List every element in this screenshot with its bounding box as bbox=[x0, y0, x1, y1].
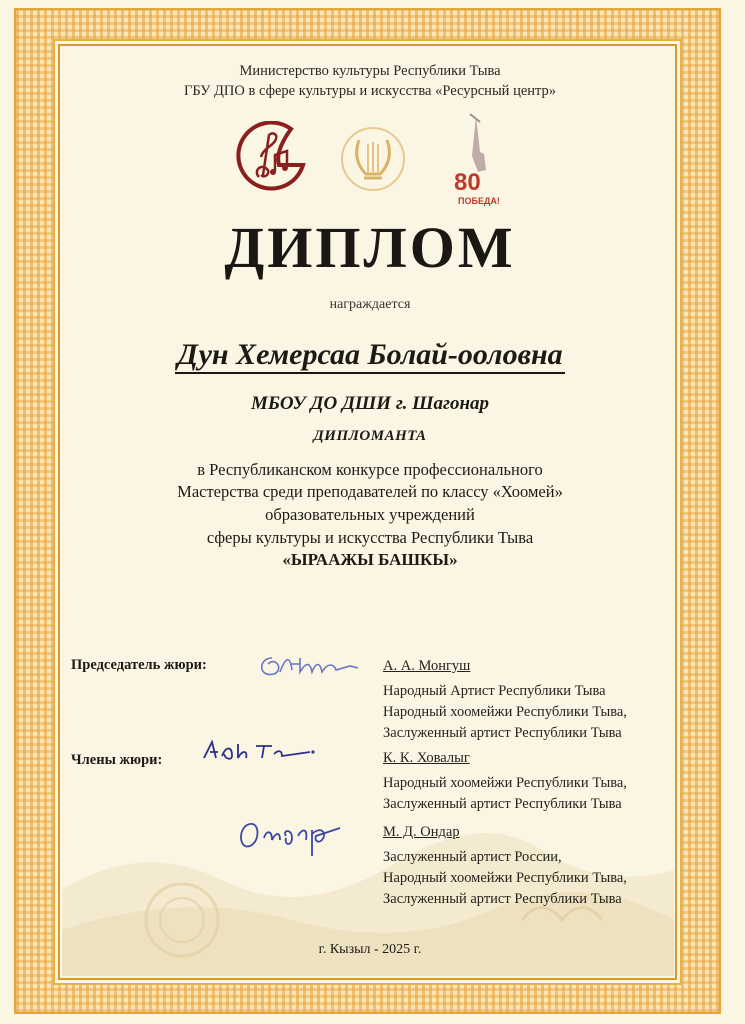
description-line-2: Мастерства среди преподавателей по классу «Хоомей» bbox=[177, 482, 563, 501]
recipient-name bbox=[60, 338, 680, 372]
victory-number: 80 bbox=[454, 169, 481, 196]
description-line-1: в Республиканском конкурсе профессионального bbox=[197, 460, 543, 479]
header-organization: ГБУ ДПО в сфере культуры и искусства «Ресурсный центр» bbox=[183, 83, 557, 99]
member-title: Народный хоомейжи Республики Тыва, bbox=[383, 870, 627, 886]
place-date: г. Кызыл - 2025 г. bbox=[318, 942, 422, 957]
jury-member-1 bbox=[383, 656, 627, 744]
lyre-logo-icon bbox=[336, 124, 410, 194]
member-title: Народный хоомейжи Республики Тыва, bbox=[383, 704, 627, 720]
member-title: Заслуженный артист Республики Тыва bbox=[383, 891, 622, 907]
chair-signature bbox=[254, 648, 366, 682]
diploma-title: ДИПЛОМ bbox=[224, 215, 516, 280]
awarded-label: награждается bbox=[329, 297, 411, 312]
member-name: М. Д. Ондар bbox=[383, 824, 460, 840]
recipient-name-text: Дун Хемерсаа Болай-ооловна bbox=[175, 338, 564, 374]
jury-member-2 bbox=[383, 748, 627, 815]
chair-label: Председатель жюри: bbox=[71, 657, 207, 673]
member-title: Народный хоомейжи Республики Тыва, bbox=[383, 775, 627, 791]
member-title: Народный Артист Республики Тыва bbox=[383, 683, 606, 699]
members-label: Члены жюри: bbox=[71, 752, 163, 768]
music-note-logo-icon bbox=[235, 121, 309, 195]
member-title: Заслуженный артист Республики Тыва bbox=[383, 725, 622, 741]
header-ministry: Министерство культуры Республики Тыва bbox=[239, 63, 501, 79]
description-line-3: образовательных учреждений bbox=[265, 505, 475, 524]
member-title: Заслуженный артист России, bbox=[383, 849, 562, 865]
description-line-4: сферы культуры и искусства Республики Тыва bbox=[206, 528, 534, 547]
jury-member-3 bbox=[383, 822, 627, 910]
award-rank: ДИПЛОМАНТА bbox=[313, 428, 427, 444]
school-name: МБОУ ДО ДШИ г. Шагонар bbox=[250, 393, 490, 414]
member-title: Заслуженный артист Республики Тыва bbox=[383, 796, 622, 812]
victory-80-logo-icon bbox=[450, 112, 510, 212]
member-name: К. К. Ховалыг bbox=[383, 750, 470, 766]
victory-text: ПОБЕДА! bbox=[458, 196, 500, 206]
member-signature-2 bbox=[236, 816, 356, 860]
member-signature-1 bbox=[200, 736, 320, 766]
contest-name: «ЫРААЖЫ БАШКЫ» bbox=[282, 550, 458, 569]
member-name: А. А. Монгуш bbox=[383, 658, 471, 674]
